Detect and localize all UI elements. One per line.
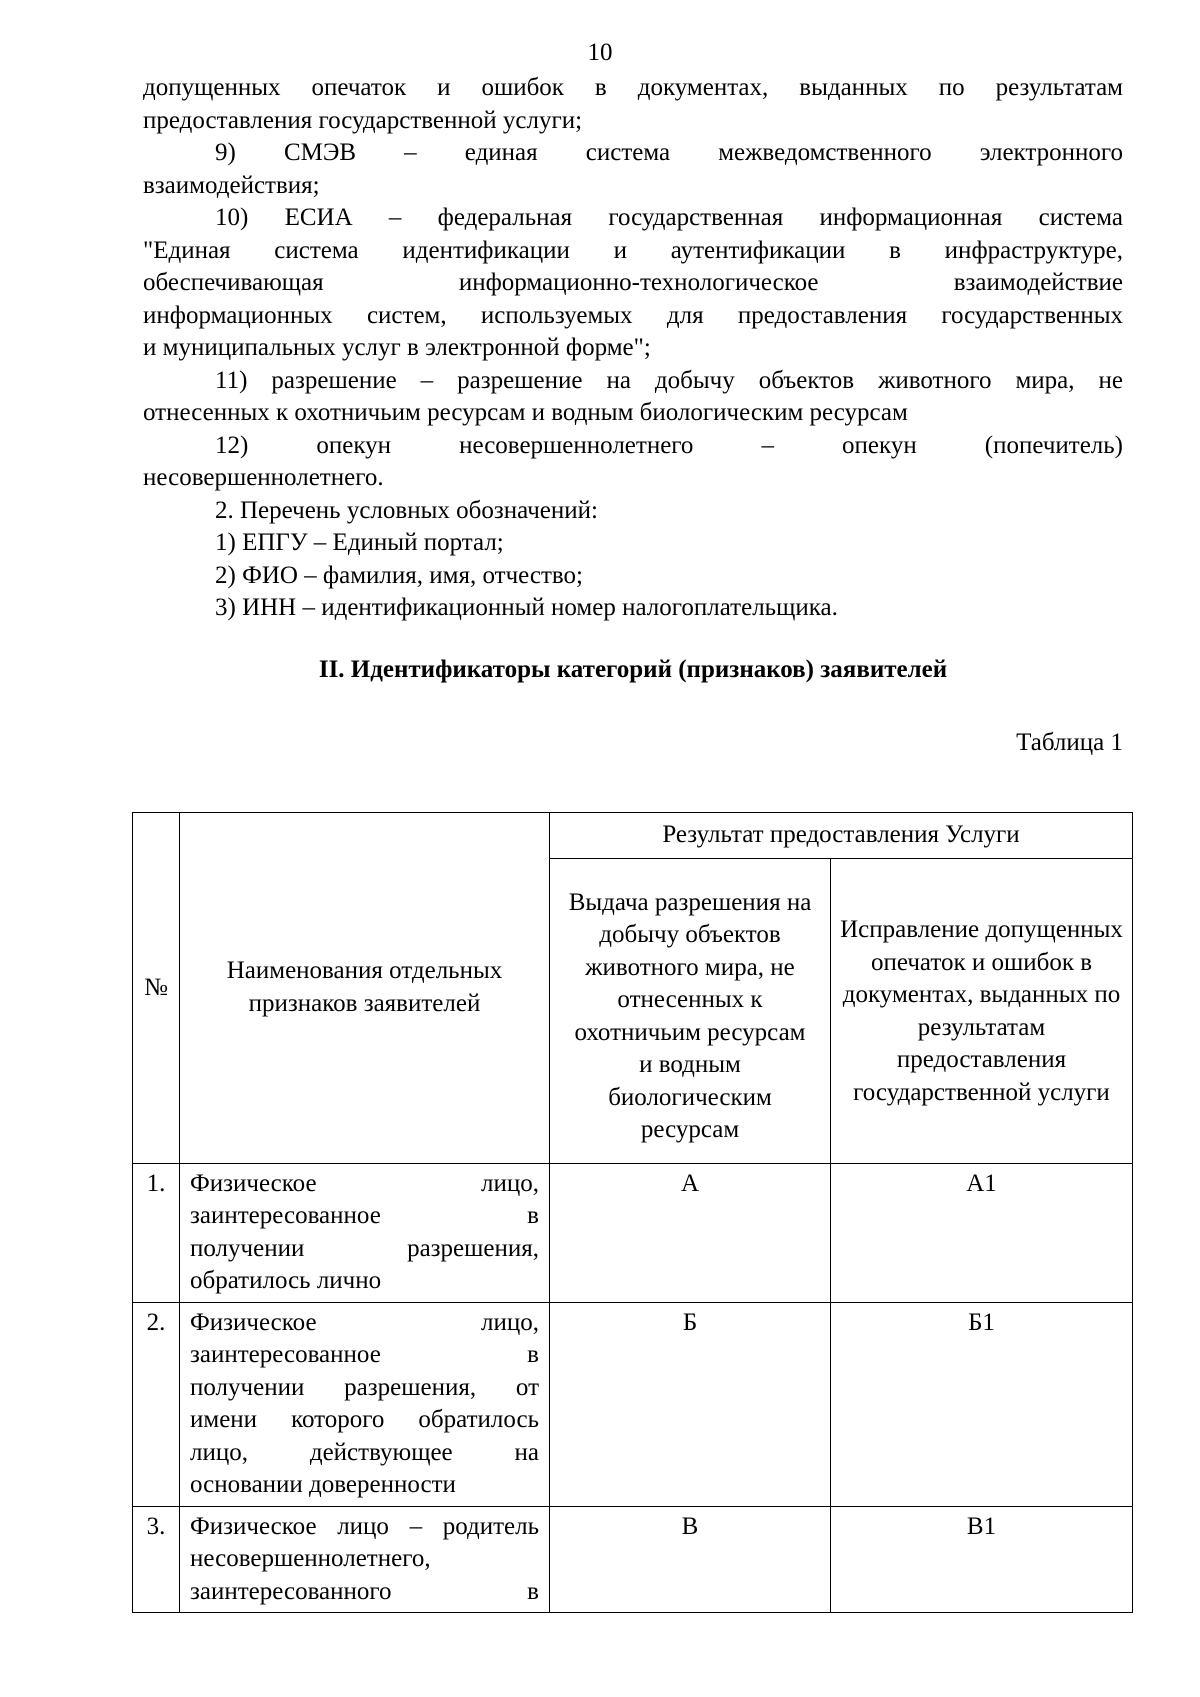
row-name-line: Физическое лицо, [190,1169,539,1197]
page-number: 10 [587,39,613,66]
paragraph-line: взаимодействия; [143,171,320,199]
paragraph-line: 2. Перечень условных обозначений: [215,496,598,524]
row-name [180,1506,550,1613]
row-code-a: В [550,1506,831,1613]
row-name-line: обратилось лично [190,1267,382,1294]
table-row [133,1302,1133,1506]
row-name-line: получении разрешения, от [190,1373,539,1401]
row-code-a: Б [550,1302,831,1506]
paragraph-line: 12) опекун несовершеннолетнего – опекун (попечитель) [215,431,1123,459]
header-result-group: Результат предоставления Услуги [550,813,1133,859]
row-number: 3. [133,1506,180,1613]
document-body [143,72,1123,625]
table-row [133,1506,1133,1613]
paragraph-line: 2) ФИО – фамилия, имя, отчество; [215,561,583,589]
row-name-line: несовершеннолетнего, [190,1545,431,1572]
paragraph-line: 9) СМЭВ – единая система межведомственного электронного [215,139,1123,166]
header-issue-permit: Выдача разрешения на добычу объектов животного мира, не отнесенных к охотничьим ресурсам и водным биологическим ресурсам [550,858,831,1163]
row-name-line: основании доверенности [190,1471,456,1498]
row-code-b: А1 [831,1163,1133,1302]
row-name-line: Физическое лицо – родитель [190,1512,539,1540]
row-number: 1. [133,1163,180,1302]
row-name-line: заинтересованное в [190,1202,539,1229]
paragraph-line: 3) ИНН – идентификационный номер налогоплательщика. [215,594,838,621]
paragraph-line: предоставления государственной услуги; [143,106,583,134]
row-code-a: А [550,1163,831,1302]
row-name-line: заинтересованное в [190,1341,539,1368]
paragraph-line: отнесенных к охотничьим ресурсам и водным биологическим ресурсам [143,399,908,426]
table-header-row [133,813,1133,859]
header-number: № [133,813,180,1164]
row-name-line: заинтересованного в [190,1577,539,1605]
paragraph-line: допущенных опечаток и ошибок в документах, выданных по результатам [143,74,1123,101]
row-code-b: Б1 [831,1302,1133,1506]
paragraph-line: информационных систем, используемых для предоставления государственных [143,301,1123,329]
applicant-categories-table [132,812,1133,1613]
header-name: Наименования отдельных признаков заявителей [180,813,550,1164]
row-name [180,1302,550,1506]
paragraph-line: 1) ЕПГУ – Единый портал; [215,529,504,556]
paragraph-line: "Единая система идентификации и аутентификации в инфраструктуре, [143,236,1123,264]
row-code-b: В1 [831,1506,1133,1613]
row-name [180,1163,550,1302]
paragraph-line: 11) разрешение – разрешение на добычу объектов животного мира, не [215,366,1123,394]
row-name-line: получении разрешения, [190,1234,539,1262]
section-heading: II. Идентификаторы категорий (признаков) заявителей [318,656,948,683]
paragraph-line: несовершеннолетнего. [143,464,384,491]
row-name-line: лицо, действующее на [190,1438,539,1466]
row-name-line: Физическое лицо, [190,1308,539,1336]
paragraph-line: обеспечивающая информационно-технологическое взаимодействие [143,269,1123,296]
table-row [133,1163,1133,1302]
paragraph-line: 10) ЕСИА – федеральная государственная информационная система [215,204,1123,231]
row-number: 2. [133,1302,180,1506]
paragraph-line: и муниципальных услуг в электронной форме"; [143,334,651,361]
header-correction: Исправление допущенных опечаток и ошибок в документах, выданных по результатам предоставления государственной услуги [831,858,1133,1163]
row-name-line: имени которого обратилось [190,1406,539,1433]
table-caption: Таблица 1 [1016,729,1123,756]
